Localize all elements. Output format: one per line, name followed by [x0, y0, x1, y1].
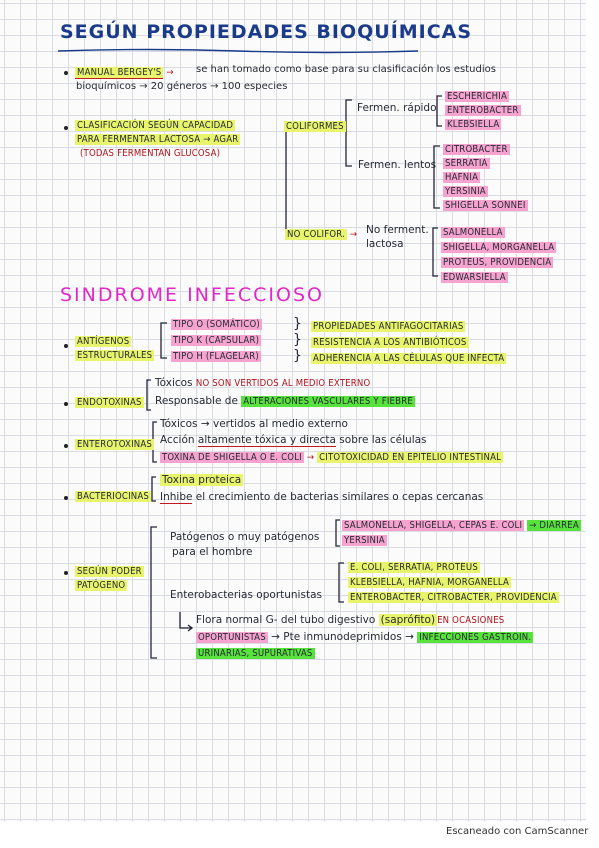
patogeno-label-1: SEGÚN PODER	[77, 566, 142, 577]
lento-item: HAFNIA	[445, 172, 479, 183]
bullet	[64, 402, 68, 406]
bracket-glyph: }	[293, 332, 302, 348]
oportunistas-label: Enterobacterias oportunistas	[170, 589, 322, 601]
bacteriocinas-label: BACTERIOCINAS	[77, 491, 150, 502]
clasificacion-line-2: PARA FERMENTAR LACTOSA → AGAR	[77, 134, 239, 145]
no-ferment-label-2: lactosa	[366, 238, 404, 250]
flora-line-2: OPORTUNISTAS → Pte inmunodeprimidos → INFECCIONES GASTROIN.	[198, 631, 532, 643]
patogenos-list-2: YERSINIA	[344, 535, 385, 546]
oport-item: ENTEROBACTER, CITROBACTER, PROVIDENCIA	[350, 592, 557, 603]
arrow-icon: →	[166, 67, 174, 78]
flora-line-1: Flora normal G- del tubo digestivo (saprófito) EN OCASIONES	[196, 614, 505, 626]
bullet	[64, 71, 68, 75]
bracket-glyph: }	[293, 316, 302, 332]
ferm-lento-label: Fermen. lentos	[358, 159, 437, 171]
lento-item: CITROBACTER	[445, 144, 508, 155]
antigenos-label-2: ESTRUCTURALES	[77, 350, 153, 361]
scanner-watermark: Escaneado con CamScanner	[446, 826, 589, 837]
title-underline	[58, 48, 418, 54]
bullet	[64, 126, 68, 130]
coliformes-label: COLIFORMES	[286, 121, 344, 132]
enterotoxinas-line-2: Acción altamente tóxica y directa sobre las células	[160, 434, 427, 446]
clasificacion-line-1: CLASIFICACIÓN SEGÚN CAPACIDAD	[77, 120, 234, 131]
oport-item: KLEBSIELLA, HAFNIA, MORGANELLA	[350, 577, 510, 588]
no-ferm-item: EDWARSIELLA	[443, 272, 506, 283]
endotoxinas-label: ENDOTOXINAS	[77, 397, 142, 408]
tipo-item: TIPO K (CAPSULAR)	[173, 335, 260, 346]
enterotoxinas-line-3: TOXINA DE SHIGELLA O E. COLI → CITOTOXICIDAD EN EPITELIO INTESTINAL	[162, 452, 502, 463]
bacteriocinas-line-1: Toxina proteica	[162, 474, 242, 486]
no-ferm-item: PROTEUS, PROVIDENCIA	[443, 257, 552, 268]
prop-item: RESISTENCIA A LOS ANTIBIÓTICOS	[313, 337, 467, 348]
flora-line-3: URINARIAS, SUPURATIVAS	[198, 648, 313, 659]
enterotoxinas-label: ENTEROTOXINAS	[77, 439, 153, 450]
no-ferment-label-1: No ferment.	[366, 224, 429, 236]
bullet	[64, 496, 68, 500]
no-ferm-item: SHIGELLA, MORGANELLA	[443, 242, 555, 253]
section-title-sindrome: SINDROME INFECCIOSO	[60, 284, 324, 306]
lento-item: YERSINIA	[445, 186, 486, 197]
manual-bergey-label: MANUAL BERGEY'S	[77, 67, 162, 78]
no-colifor-label: NO COLIFOR. →	[287, 229, 358, 240]
bullet	[64, 344, 68, 348]
section-title-bioquimicas: SEGÚN PROPIEDADES BIOQUÍMICAS	[60, 21, 473, 43]
oport-item: E. COLI, SERRATIA, PROTEUS	[350, 562, 478, 573]
bioquimicos-line: bioquímicos → 20 géneros → 100 especies	[76, 81, 288, 92]
rapido-item: KLEBSIELLA	[447, 119, 500, 130]
bracket-glyph: }	[293, 348, 302, 364]
patogenos-line-2: para el hombre	[172, 546, 253, 558]
manual-bergey-line	[75, 66, 174, 79]
no-ferm-item: SALMONELLA	[443, 227, 503, 238]
clasificacion-line-3: (TODAS FERMENTAN GLUCOSA)	[80, 148, 221, 159]
prop-item: PROPIEDADES ANTIFAGOCITARIAS	[313, 321, 464, 332]
enterotoxinas-line-1: Tóxicos → vertidos al medio externo	[160, 418, 348, 430]
rapido-item: ESCHERICHIA	[447, 91, 508, 102]
rapido-item: ENTEROBACTER	[447, 105, 519, 116]
manual-bergey-text: se han tomado como base para su clasificación los estudios	[196, 64, 496, 75]
endotoxinas-line-2: Responsable de ALTERACIONES VASCULARES Y FIEBRE	[155, 395, 413, 407]
patogenos-list-1: SALMONELLA, SHIGELLA, CEPAS E. COLI → DIARREA	[344, 520, 579, 531]
lento-item: SERRATIA	[445, 158, 488, 169]
lento-item: SHIGELLA SONNEI	[445, 200, 526, 211]
antigenos-label-1: ANTÍGENOS	[77, 336, 130, 347]
bacteriocinas-line-2: Inhibe el crecimiento de bacterias similares o cepas cercanas	[160, 491, 484, 503]
bullet	[64, 571, 68, 575]
tipo-item: TIPO H (FLAGELAR)	[173, 351, 259, 362]
ferm-rapido-label: Fermen. rápido	[357, 102, 437, 114]
tipo-item: TIPO O (SOMÁTICO)	[173, 319, 260, 330]
prop-item: ADHERENCIA A LAS CÉLULAS QUE INFECTA	[313, 353, 505, 364]
patogenos-line-1: Patógenos o muy patógenos	[170, 531, 320, 543]
bullet	[64, 444, 68, 448]
endotoxinas-line-1: Tóxicos NO SON VERTIDOS AL MEDIO EXTERNO	[155, 377, 371, 389]
patogeno-label-2: PATÓGENO	[77, 580, 126, 591]
